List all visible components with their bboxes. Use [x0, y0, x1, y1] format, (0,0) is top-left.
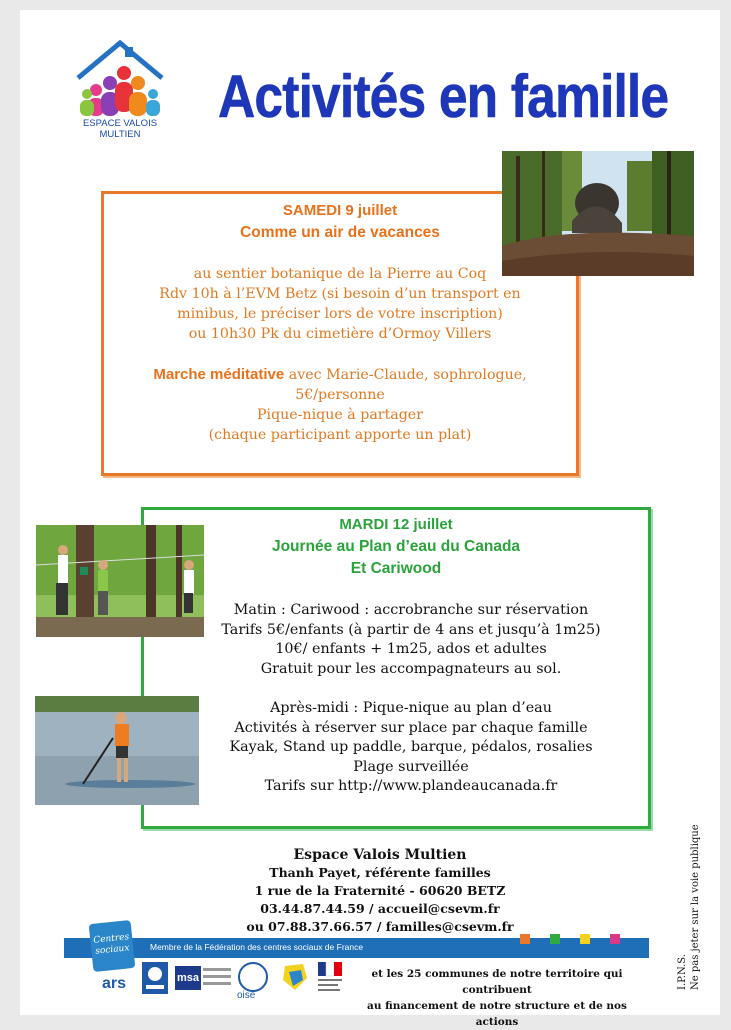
- contact-org: Espace Valois Multien: [293, 847, 467, 863]
- contact-address: 1 rue de la Fraternité - 60620 BETZ: [254, 883, 506, 898]
- communes-line-1: et les 25 communes de notre territoire qui contribuent: [371, 968, 623, 996]
- centres-sociaux-logo: Centres sociaux: [89, 920, 136, 972]
- event1-name: Comme un air de vacances: [240, 224, 440, 241]
- contact-block: [220, 846, 540, 936]
- event2-line: Gratuit pour les accompagnateurs au sol.: [260, 660, 562, 677]
- voie-publique-text: Ne pas jeter sur la voie publique: [690, 824, 701, 990]
- event1-line: 5€/personne: [295, 387, 385, 403]
- logo-line-2: MULTIEN: [99, 129, 141, 140]
- event2-header: [144, 514, 648, 580]
- republique-logo-icon: [318, 962, 342, 996]
- event2-line: Matin : Cariwood : accrobranche sur réservation: [233, 602, 589, 618]
- communes-text: [352, 966, 642, 1030]
- house-family-logo-icon: [74, 38, 166, 120]
- page-title: Activités en famille: [218, 63, 669, 130]
- pink-square-icon: [610, 934, 620, 944]
- event1-line: Rdv 10h à l’EVM Betz (si besoin d’un transport en: [159, 286, 521, 302]
- paddle-photo: [35, 696, 199, 805]
- event2-morning: [174, 601, 648, 679]
- event1-details: [104, 264, 576, 344]
- msa-logo: msa: [175, 966, 201, 990]
- contact-person: Thanh Payet, référente familles: [269, 865, 491, 880]
- event1-line: Pique-nique à partager: [256, 407, 423, 423]
- caf-logo-icon: [142, 962, 168, 996]
- ipns-mention: [676, 824, 702, 990]
- green-square-icon: [550, 934, 560, 944]
- event1-highlight: Marche méditative: [153, 366, 285, 383]
- event1-date: SAMEDI 9 juillet: [282, 202, 398, 219]
- logo-line-1: ESPACE VALOIS: [82, 118, 158, 129]
- ars-logo: ars: [102, 975, 127, 992]
- event2-line: Plage surveillée: [353, 758, 469, 775]
- event2-line: Activités à réserver sur place par chaque famille: [234, 719, 588, 736]
- federation-bar: [64, 938, 649, 958]
- event2-name: Journée au Plan d’eau du Canada: [271, 538, 521, 555]
- accrobranche-photo: [36, 525, 204, 637]
- yellow-square-icon: [580, 934, 590, 944]
- oise-logo: oise: [237, 990, 256, 1001]
- event1-line: (chaque participant apporte un plat): [208, 427, 472, 443]
- logo-text: [74, 118, 166, 140]
- event2-line: 10€/ enfants + 1m25, ados et adultes: [275, 641, 547, 657]
- event2-date: MARDI 12 juillet: [339, 516, 453, 533]
- event2-line: Kayak, Stand up paddle, barque, pédalos, rosalies: [229, 739, 593, 755]
- contact-phone-2: ou 07.88.37.66.57 / familles@csevm.fr: [246, 919, 514, 934]
- contact-phone-1: 03.44.87.44.59 / accueil@csevm.fr: [260, 901, 500, 916]
- event2-line: Tarifs sur http://www.plandeaucanada.fr: [264, 778, 558, 794]
- orange-square-icon: [520, 934, 530, 944]
- event2-line: Tarifs 5€/enfants (à partir de 4 ans et jusqu’à 1m25): [221, 621, 601, 638]
- forest-rock-photo: [502, 151, 694, 276]
- region-logo-icon: [281, 962, 309, 996]
- event2-afternoon: [174, 699, 648, 797]
- event1-highlight-rest: avec Marie-Claude, sophrologue,: [284, 367, 527, 383]
- event1-details-2: [104, 365, 576, 445]
- federation-text: Membre de la Fédération des centres sociaux de France: [150, 942, 364, 952]
- event1-line: ou 10h30 Pk du cimetière d’Ormoy Villers: [188, 326, 492, 342]
- event2-name-2: Et Cariwood: [350, 560, 442, 577]
- msa-services-icon: [203, 966, 231, 1000]
- event1-line: au sentier botanique de la Pierre au Coq: [193, 266, 487, 282]
- communes-line-2: au financement de notre structure et de nos actions: [367, 1000, 627, 1028]
- event2-line: Après-midi : Pique-nique au plan d’eau: [270, 700, 552, 716]
- ipns-text: I.P.N.S.: [677, 954, 688, 990]
- event1-line: minibus, le préciser lors de votre inscription): [177, 306, 503, 322]
